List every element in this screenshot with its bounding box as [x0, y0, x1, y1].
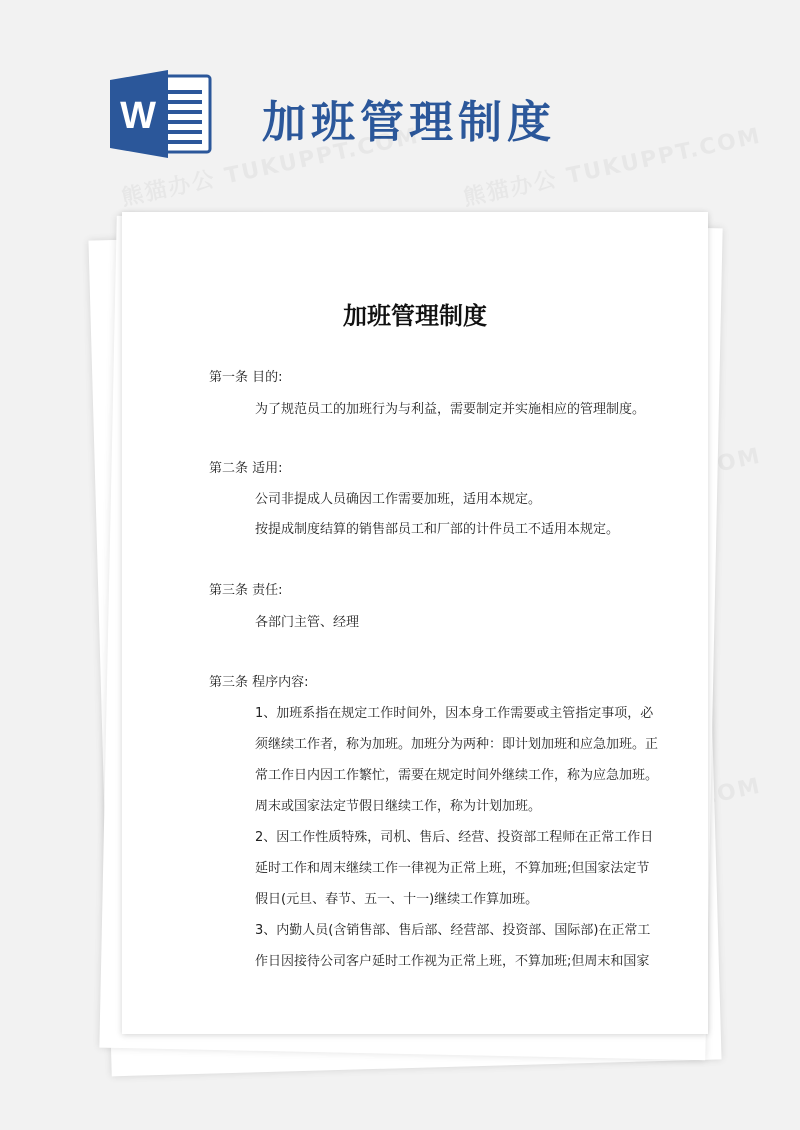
paragraph-line: 延时工作和周末继续工作一律视为正常上班，不算加班;但国家法定节 — [255, 861, 650, 876]
paragraph-line: 周末或国家法定节假日继续工作，称为计划加班。 — [255, 799, 542, 814]
paragraph-line: 2、因工作性质特殊，司机、售后、经营、投资部工程师在正常工作日 — [255, 830, 654, 845]
paragraph-line: 为了规范员工的加班行为与利益，需要制定并实施相应的管理制度。 — [255, 402, 646, 417]
section-heading-scope: 第二条 适用: — [209, 461, 283, 476]
paragraph-line: 3、内勤人员(含销售部、售后部、经营部、投资部、国际部)在正常工 — [255, 923, 651, 938]
paragraph-line: 按提成制度结算的销售部员工和厂部的计件员工不适用本规定。 — [255, 522, 620, 537]
paragraph-line: 公司非提成人员确因工作需要加班，适用本规定。 — [255, 492, 542, 507]
paragraph-line: 常工作日内因工作繁忙，需要在规定时间外继续工作，称为应急加班。 — [255, 768, 659, 783]
section-heading-procedure: 第三条 程序内容: — [209, 675, 309, 690]
section-heading-responsibility: 第三条 责任: — [209, 583, 283, 598]
paragraph-line: 假日(元旦、春节、五一、十一)继续工作算加班。 — [255, 892, 539, 907]
paragraph-line: 须继续工作者，称为加班。加班分为两种：即计划加班和应急加班。正 — [255, 737, 659, 752]
document-page — [122, 212, 708, 1034]
banner-title: 加班管理制度 — [262, 97, 556, 148]
document-title: 加班管理制度 — [343, 302, 487, 330]
paragraph-line: 作日因接待公司客户延时工作视为正常上班，不算加班;但周末和国家 — [255, 954, 650, 969]
word-logo-icon — [110, 70, 214, 158]
section-heading-purpose: 第一条 目的: — [209, 370, 283, 385]
svg-text:W: W — [120, 95, 156, 137]
paragraph-line: 各部门主管、经理 — [255, 615, 360, 630]
paragraph-line: 1、加班系指在规定工作时间外，因本身工作需要或主管指定事项，必 — [255, 706, 654, 721]
